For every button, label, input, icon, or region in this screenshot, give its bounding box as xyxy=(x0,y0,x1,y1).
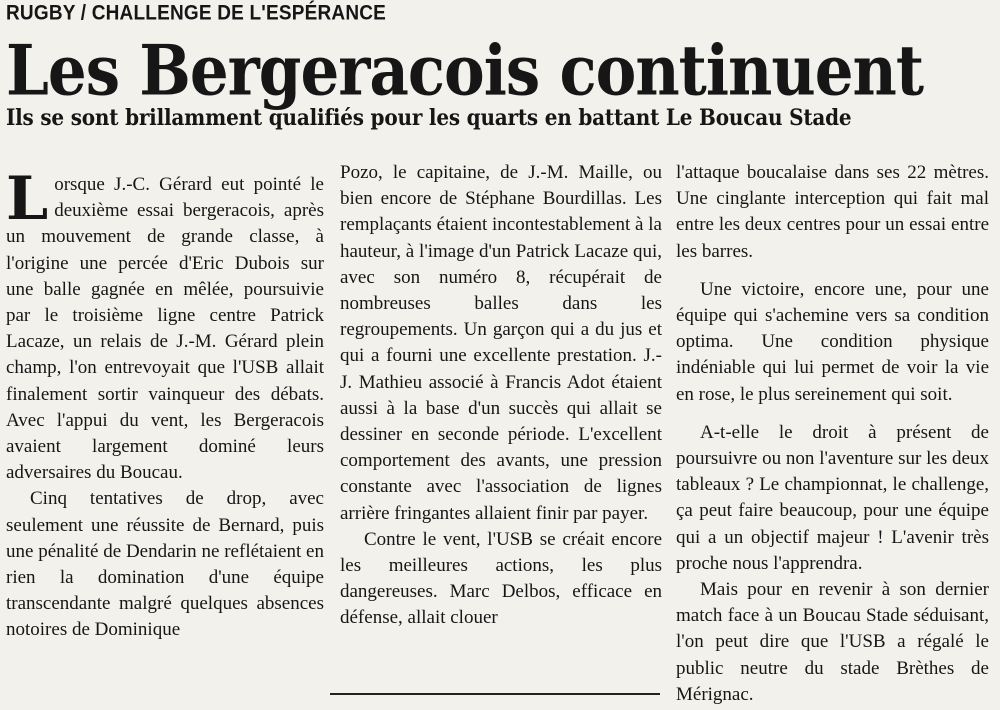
paragraph: Pozo, le capitaine, de J.-M. Maille, ou bien encore de Stéphane Bourdillas. Les remplaçants étaient incontestablement à la hauteur, à l'image d'un Patrick Lacaze qui, avec son numéro 8, récupérait de nombreuses balles dans les regroupements. Un garçon qui a du jus et qui a fourni une excellente prestation. J.-J. Mathieu associé à Francis Adot étaient aussi à la base d'un succès qui allait se dessiner en seconde période. L'excellent comportement des avants, une pression constante avec l'association de lignes arrière fringantes allaient finir par payer. xyxy=(340,162,662,524)
headline: Les Bergeracois continuent xyxy=(6,30,924,112)
paragraph: A-t-elle le droit à présent de poursuivre ou non l'aventure sur les deux tableaux ? Le championnat, le challenge, ça peut faire beaucoup, pour une équipe qui a un objectif majeur ! L'avenir très proche nous l'apprendra. xyxy=(676,421,989,574)
subheadline: Ils se sont brillamment qualifiés pour les quarts en battant Le Boucau Stade xyxy=(6,104,852,131)
column-rule xyxy=(330,693,660,695)
paragraph: Contre le vent, l'USB se créait encore les meilleures actions, les plus dangereuses. Marc Delbos, efficace en défense, allait clouer xyxy=(340,528,662,629)
paragraph-text: orsque J.-C. Gérard eut pointé le deuxième essai bergeracois, après un mouvement de grande classe, à l'origine une percée d'Eric Dubois sur une balle gagnée en mêlée, poursuivie par le troisième ligne centre Patrick Lacaze, un relais de J.-M. Gérard plein champ, l'on entrevoyait que l'USB allait finalement sortir vainqueur des débats. Avec l'appui du vent, les Bergeracois avaient largement dominé leurs adversaires du Boucau. xyxy=(6,174,324,484)
paragraph: l'attaque boucalaise dans ses 22 mètres. Une cinglante interception qui fait mal entre les deux centres pour un essai entre les barres. xyxy=(676,162,989,262)
paragraph: Mais pour en revenir à son dernier match face à un Boucau Stade séduisant, l'on peut dire que l'USB a régalé le public neutre du stade Brèthes de Mérignac. xyxy=(676,579,989,705)
article-column-1 xyxy=(6,164,324,644)
paragraph: Une victoire, encore une, pour une équipe qui s'achemine vers sa condition optima. Une condition physique indéniable qui lui permet de voir la vie en rose, le plus sereinement qui soit. xyxy=(676,278,989,405)
article-column-2 xyxy=(340,160,662,632)
paragraph xyxy=(6,164,324,486)
section-rubric: RUGBY / CHALLENGE DE L'ESPÉRANCE xyxy=(6,2,387,26)
article-column-3 xyxy=(676,160,989,708)
drop-cap: L xyxy=(6,164,49,234)
paragraph: Cinq tentatives de drop, avec seulement une réussite de Bernard, puis une pénalité de Dendarin ne reflétaient en rien la domination d'une équipe transcendante malgré quelques absences notoires de Dominique xyxy=(6,488,324,641)
